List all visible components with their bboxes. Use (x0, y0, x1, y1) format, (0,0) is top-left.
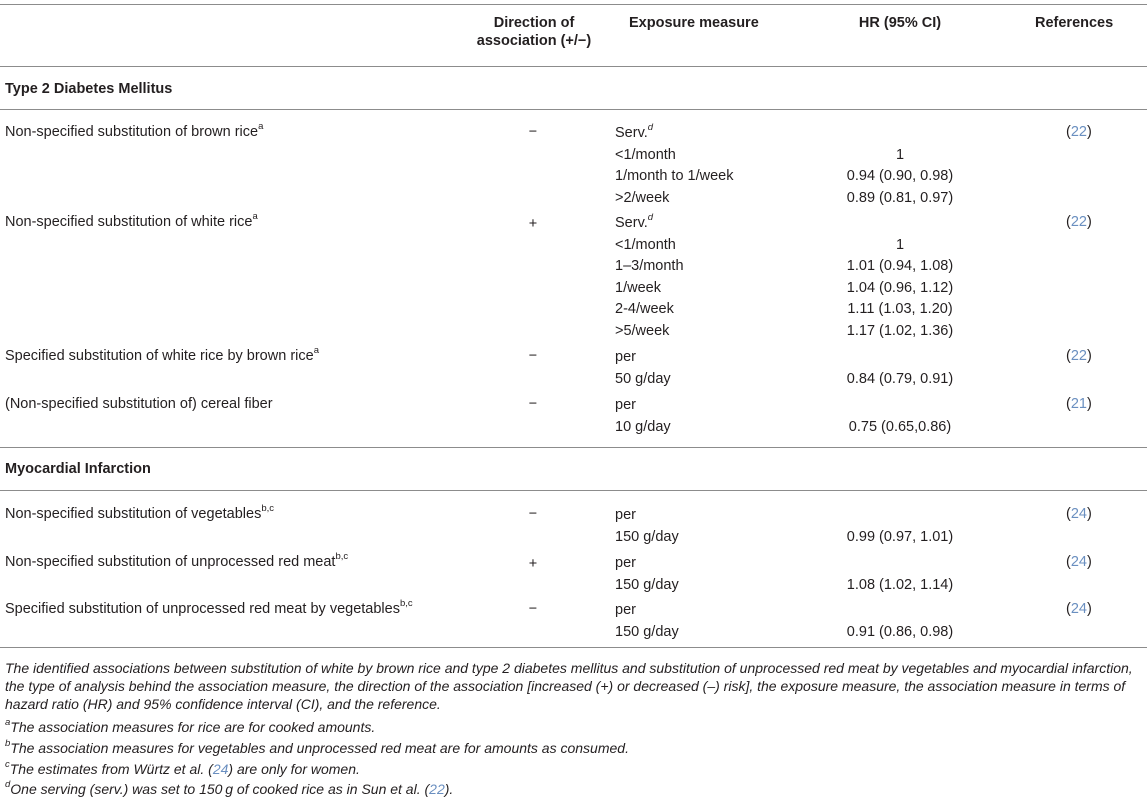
section-title-mi: Myocardial Infarction (5, 461, 151, 477)
direction-cell: − (528, 601, 538, 617)
reference-link[interactable]: 21 (1070, 396, 1087, 412)
exposure-cell: per 50 g/day (615, 349, 671, 387)
row-label: Specified substitution of unprocessed red meat by vegetables$^{b,c}$ (5, 598, 413, 617)
reference-link[interactable]: 24 (1070, 601, 1087, 617)
footnote-b: $^b$The association measures for vegetables and unprocessed red meat are for amounts as consumed. (5, 738, 629, 756)
hr-cell: 1.08 (1.02, 1.14) (846, 576, 954, 593)
direction-cell: − (528, 506, 538, 522)
direction-cell: + (528, 556, 538, 572)
section-title-t2dm: Type 2 Diabetes Mellitus (5, 81, 173, 97)
hr-cell: 0.84 (0.79, 0.91) (846, 370, 954, 387)
row-label: Non-specified substitution of unprocessed red meat$^{b,c}$ (5, 551, 349, 570)
reference-cell: (22) (1066, 214, 1092, 230)
reference-link[interactable]: 22 (1070, 348, 1087, 364)
direction-cell: − (528, 124, 538, 140)
reference-link[interactable]: 24 (1070, 506, 1087, 522)
reference-cell: (24) (1066, 554, 1092, 570)
row-label: Non-specified substitution of vegetables$^{b,c}$ (5, 503, 275, 522)
hr-cell: 0.75 (0.65,0.86) (848, 418, 952, 435)
footnote-reference-link[interactable]: 22 (429, 781, 445, 797)
reference-cell: (24) (1066, 506, 1092, 522)
header-rule (0, 66, 1147, 67)
hr-cell: 1 0.94 (0.90, 0.98) 0.89 (0.81, 0.97) (846, 146, 954, 206)
footnote-c: $^c$The estimates from Würtz et al. (24) are only for women. (5, 759, 360, 777)
footnote-reference-link[interactable]: 24 (212, 761, 229, 777)
table-caption: The identified associations between substitution of white by brown rice and type 2 diabetes mellitus and substitution of unprocessed red meat by vegetables and myocardial infarction, the type of analysis behind the association measure, the direction of the association [increased (+) or decreased (–) risk], the exposure measure, the association measure in terms of hazard ratio (HR) and 95% confidence interval (CI), and the reference. (5, 660, 1133, 712)
header-exposure: Exposure measure (629, 15, 759, 31)
table-top-rule (0, 4, 1147, 5)
section-end-rule-t2dm (0, 447, 1147, 448)
header-hr: HR (95% CI) (858, 15, 942, 31)
exposure-cell: per 10 g/day (615, 397, 671, 435)
reference-link[interactable]: 24 (1070, 554, 1087, 570)
reference-link[interactable]: 22 (1070, 124, 1087, 140)
row-label: Non-specified substitution of brown rice$^a$ (5, 121, 264, 140)
row-label: Specified substitution of white rice by brown rice$^a$ (5, 345, 319, 364)
exposure-cell: per 150 g/day (615, 555, 679, 593)
footnote-d: $^d$One serving (serv.) was set to 150 g of cooked rice as in Sun et al. (22). (5, 779, 454, 797)
direction-cell: + (528, 216, 538, 232)
direction-cell: − (528, 396, 538, 412)
reference-cell: (21) (1066, 396, 1092, 412)
hr-cell: 0.91 (0.86, 0.98) (846, 623, 954, 640)
section-rule-t2dm (0, 109, 1147, 110)
row-label: Non-specified substitution of white rice$^a$ (5, 211, 258, 230)
exposure-cell: Serv.$^d$ <1/month 1/month to 1/week >2/week (615, 122, 734, 206)
reference-cell: (22) (1066, 348, 1092, 364)
direction-cell: − (528, 348, 538, 364)
header-references: References (1035, 15, 1114, 31)
exposure-cell: per 150 g/day (615, 507, 679, 545)
exposure-cell: Serv.$^d$ <1/month 1–3/month 1/week 2-4/week >5/week (615, 212, 684, 339)
header-direction: Direction of association (+/−) (476, 15, 592, 49)
reference-link[interactable]: 22 (1070, 214, 1087, 230)
table-bottom-rule (0, 647, 1147, 648)
reference-cell: (22) (1066, 124, 1092, 140)
hr-cell: 1 1.01 (0.94, 1.08) 1.04 (0.96, 1.12) 1.11 (1.03, 1.20) 1.17 (1.02, 1.36) (846, 236, 954, 339)
footnote-a: $^a$The association measures for rice are for cooked amounts. (5, 717, 376, 735)
hr-cell: 0.99 (0.97, 1.01) (846, 528, 954, 545)
row-label: (Non-specified substitution of) cereal fiber (5, 396, 273, 412)
reference-cell: (24) (1066, 601, 1092, 617)
exposure-cell: per 150 g/day (615, 602, 679, 640)
section-rule-mi (0, 490, 1147, 491)
